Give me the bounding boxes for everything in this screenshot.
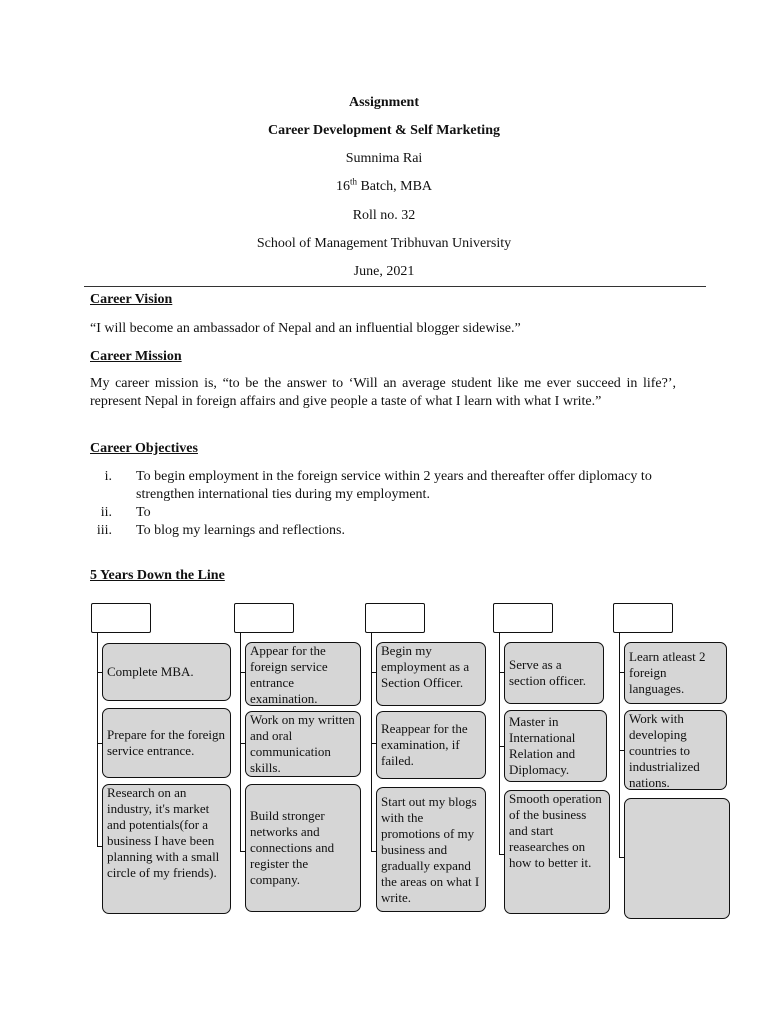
divider-line [84, 286, 706, 287]
school-name: School of Management Tribhuvan University [256, 236, 512, 251]
roadmap-card: Appear for the foreign service entrance examination. [245, 642, 361, 706]
year-box [365, 603, 425, 633]
roadmap-card: Begin my employment as a Section Officer. [376, 642, 486, 706]
roll-number: Roll no. 32 [352, 208, 416, 223]
batch-line: 16th Batch, MBA [335, 176, 433, 194]
year-box [234, 603, 294, 633]
year-box [91, 603, 151, 633]
student-name: Sumnima Rai [345, 151, 423, 166]
connector-line [499, 633, 500, 854]
roadmap-card: Learn atleast 2 foreign languages. [624, 642, 727, 704]
roadmap-card: Work with developing countries to industrialized nations. [624, 710, 727, 790]
year-box [613, 603, 673, 633]
objective-text: To blog my learnings and reflections. [136, 523, 345, 538]
objective-text: To begin employment in the foreign service within 2 years and thereafter offer diplomacy to strengthen international ties during my employment. [136, 469, 652, 502]
objective-text: To [136, 505, 151, 520]
career-vision-heading: Career Vision [90, 292, 173, 307]
connector-line [97, 633, 98, 846]
connector-line [371, 633, 372, 851]
roadmap-card: Build stronger networks and connections and register the company. [245, 784, 361, 912]
career-vision-text: “I will become an ambassador of Nepal and an influential blogger sidewise.” [90, 321, 521, 336]
roadmap-card-empty [624, 798, 730, 919]
roadmap-card: Serve as a section officer. [504, 642, 604, 704]
roadmap-card: Prepare for the foreign service entrance. [102, 708, 231, 778]
career-objectives-heading: Career Objectives [90, 441, 198, 456]
course-title: Career Development & Self Marketing [268, 123, 500, 138]
career-mission-heading: Career Mission [90, 349, 182, 364]
roadmap-card: Start out my blogs with the promotions of my business and gradually expand the areas on what I write. [376, 787, 486, 912]
year-box [493, 603, 553, 633]
objective-number: iii. [96, 523, 112, 538]
assignment-title: Assignment [348, 95, 419, 110]
connector-line [240, 633, 241, 851]
objective-number: ii. [100, 505, 112, 520]
connector-line [619, 633, 620, 857]
roadmap-card: Master in International Relation and Diplomacy. [504, 710, 607, 782]
career-mission-text: My career mission is, “to be the answer to ‘Will an average student like me ever succeed in life?’, represent Nepal in foreign affairs and give people a taste of what I learn with what I write.” [90, 376, 676, 409]
roadmap-heading: 5 Years Down the Line [90, 568, 225, 583]
roadmap-card: Smooth operation of the business and start reasearches on how to better it. [504, 790, 610, 914]
roadmap-card: Reappear for the examination, if failed. [376, 711, 486, 779]
date-line: June, 2021 [353, 264, 415, 279]
roadmap-card: Research on an industry, it's market and potentials(for a business I have been planning with a small circle of my friends). [102, 784, 231, 914]
roadmap-card: Complete MBA. [102, 643, 231, 701]
roadmap-card: Work on my written and oral communication skills. [245, 711, 361, 777]
objective-number: i. [104, 469, 112, 484]
